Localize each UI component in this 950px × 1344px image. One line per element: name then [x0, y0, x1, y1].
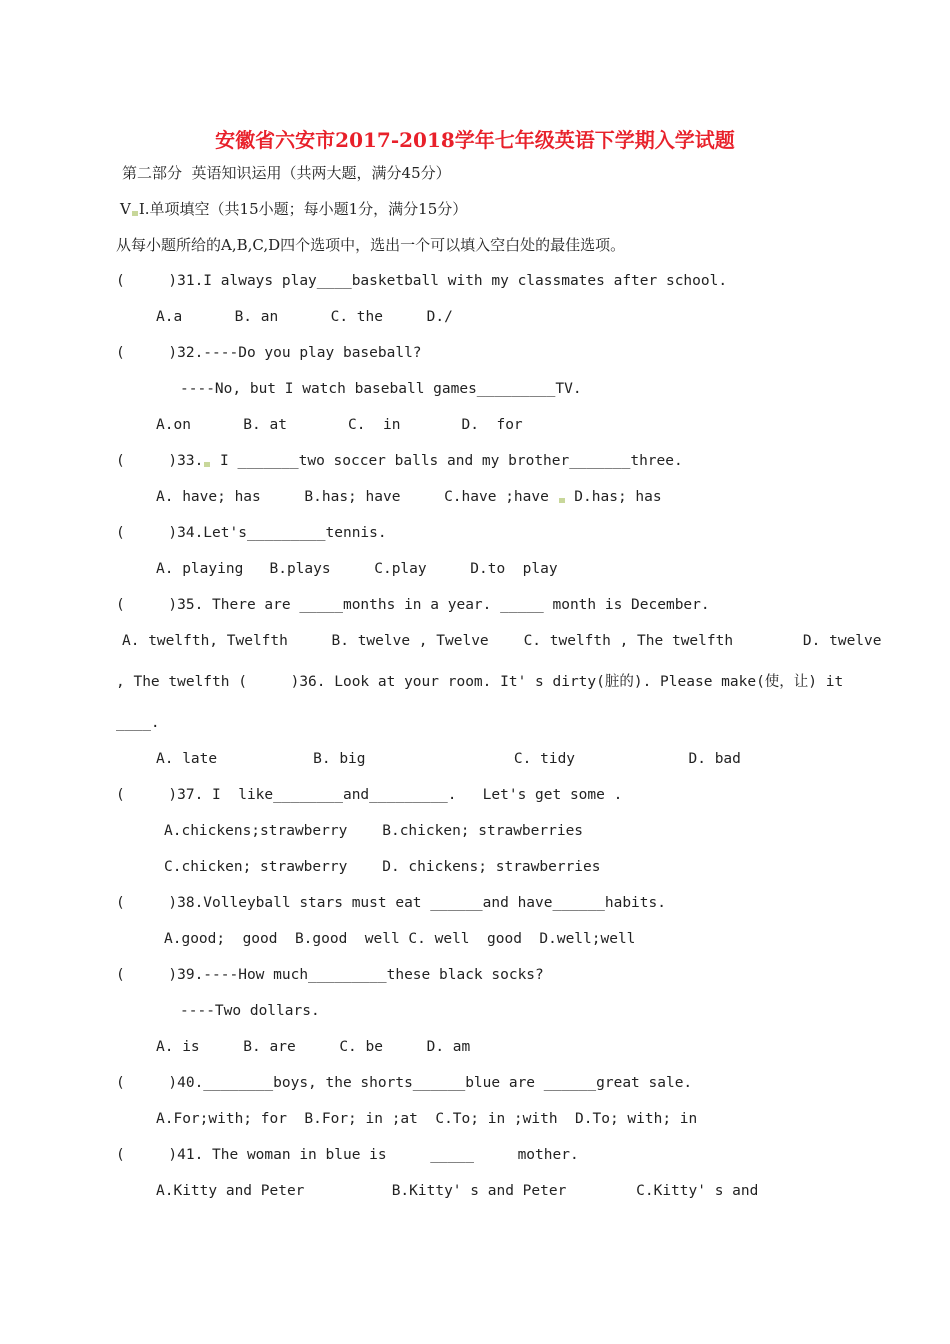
question-33-options	[156, 487, 662, 507]
question-31-options: A.a B. an C. the D./	[156, 309, 453, 325]
question-36-options: A. late B. big C. tidy D. bad	[156, 751, 741, 767]
section-heading-text: I.单项填空（共15小题；每小题1分，满分15分）	[138, 200, 468, 218]
question-40-options: A.For;with; for B.For; in ;at C.To; in ;with D.To; with; in	[156, 1111, 698, 1127]
question-33-number: ( )33.	[116, 453, 204, 469]
question-41-options: A.Kitty and Peter B.Kitty' s and Peter C.Kitty' s and	[156, 1183, 759, 1199]
question-34: ( )34.Let's_________tennis.	[116, 525, 387, 541]
question-36-blank: ____.	[116, 715, 160, 731]
section-prefix: V	[120, 200, 131, 218]
question-34-options: A. playing B.plays C.play D.to play	[156, 561, 558, 577]
part-heading: 第二部分 英语知识运用（共两大题，满分45分）	[122, 164, 451, 182]
question-37-options-1: A.chickens;strawberry B.chicken; strawberries	[164, 823, 584, 839]
question-39-reply: ----Two dollars.	[180, 1003, 320, 1019]
edit-mark-icon	[559, 498, 565, 503]
question-38: ( )38.Volleyball stars must eat ______and have______habits.	[116, 895, 666, 911]
question-40: ( )40.________boys, the shorts______blue are ______great sale.	[116, 1075, 693, 1091]
section-heading	[120, 199, 467, 219]
document-title: 安徽省六安市2017-2018学年七年级英语下学期入学试题	[215, 128, 735, 152]
question-39-options: A. is B. are C. be D. am	[156, 1039, 471, 1055]
edit-mark-icon	[132, 211, 138, 216]
question-37: ( )37. I like________and_________. Let's get some .	[116, 787, 623, 803]
question-33-options-a: A. have; has B.has; have C.have ;have	[156, 489, 558, 505]
question-39: ( )39.----How much_________these black socks?	[116, 967, 544, 983]
question-33-text: I _______two soccer balls and my brother_______three.	[211, 453, 683, 469]
question-33-options-b: D.has; has	[565, 489, 662, 505]
question-37-options-2: C.chicken; strawberry D. chickens; strawberries	[164, 859, 601, 875]
question-31: ( )31.I always play____basketball with my classmates after school.	[116, 273, 728, 289]
question-32-options: A.on B. at C. in D. for	[156, 417, 523, 433]
instructions: 从每小题所给的A,B,C,D四个选项中，选出一个可以填入空白处的最佳选项。	[116, 236, 626, 254]
question-35: ( )35. There are _____months in a year. _____ month is December.	[116, 597, 710, 613]
question-41: ( )41. The woman in blue is _____ mother.	[116, 1147, 579, 1163]
question-33	[116, 451, 683, 471]
question-32: ( )32.----Do you play baseball?	[116, 345, 422, 361]
question-38-options: A.good; good B.good well C. well good D.well;well	[164, 931, 636, 947]
question-35-options: A. twelfth, Twelfth B. twelve , Twelve C. twelfth , The twelfth D. twelve	[122, 633, 882, 649]
edit-mark-icon	[204, 462, 210, 467]
question-36: , The twelfth ( )36. Look at your room. It' s dirty(脏的). Please make(使，让) it	[116, 674, 844, 690]
question-32-reply: ----No, but I watch baseball games_________TV.	[180, 381, 582, 397]
